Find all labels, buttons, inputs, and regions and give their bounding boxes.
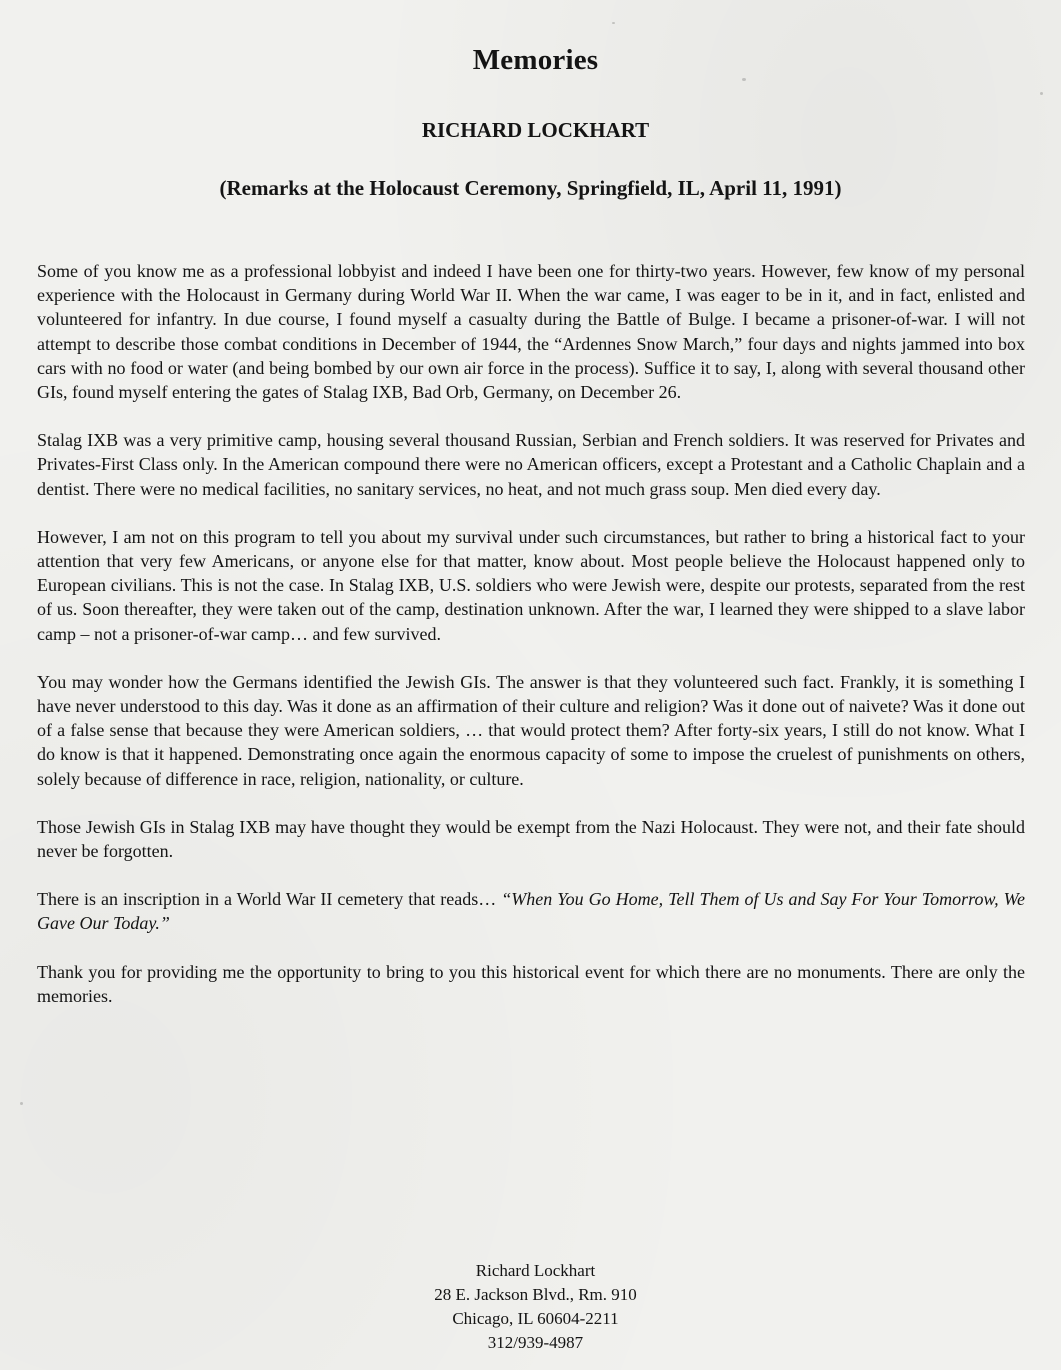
document-subtitle: (Remarks at the Holocaust Ceremony, Springfield, IL, April 11, 1991): [219, 176, 842, 200]
scan-speck: [612, 22, 615, 24]
document-title: Memories: [472, 44, 599, 76]
paragraph-4: You may wonder how the Germans identified the Jewish GIs. The answer is that they volunteered such fact. Frankly, it is something I have never understood to this day. Was it done as an affirmation of their culture and religion? Was it done out of naivete? Was it done out of a false sense that because they were American soldiers, … that would protect them? After forty-six years, I still do not know. What I do know is that it happened. Demonstrating once again the enormous capacity of some to impose the cruelest of punishments on others, solely because of difference in race, religion, nationality, or culture.: [37, 671, 1025, 789]
signature-phone: 312/939-4987: [487, 1333, 584, 1352]
inscription-intro: There is an inscription in a World War II cemetery that reads…: [37, 889, 502, 910]
signature-block: [0, 1259, 1061, 1355]
author-name: RICHARD LOCKHART: [421, 118, 650, 142]
scan-speck: [20, 1102, 23, 1105]
paragraph-2: Stalag IXB was a very primitive camp, housing several thousand Russian, Serbian and French soldiers. It was reserved for Privates and Privates-First Class only. In the American compound there were no American officers, except a Protestant and a Catholic Chaplain and a dentist. There were no medical facilities, no sanitary services, no heat, and not much grass soup. Men died every day.: [37, 430, 1025, 499]
signature-name: Richard Lockhart: [475, 1261, 596, 1280]
paragraph-5: Those Jewish GIs in Stalag IXB may have thought they would be exempt from the Nazi Holocaust. They were not, and their fate should never be forgotten.: [37, 816, 1025, 862]
paragraph-closing: Thank you for providing me the opportunity to bring to you this historical event for which there are no monuments. There are only the memories.: [37, 961, 1025, 1006]
scan-speck: [1040, 92, 1043, 95]
document-body: [37, 259, 1025, 1032]
signature-address: 28 E. Jackson Blvd., Rm. 910: [434, 1285, 637, 1304]
signature-city: Chicago, IL 60604-2211: [452, 1309, 619, 1328]
paragraph-1: Some of you know me as a professional lobbyist and indeed I have been one for thirty-two years. However, few know of my personal experience with the Holocaust in Germany during World War II. When the war came, I was eager to be in it, and in fact, enlisted and volunteered for infantry. In due course, I found myself a casualty during the Battle of Bulge. I became a prisoner-of-war. I will not attempt to describe those combat conditions in December of 1944, the “Ardennes Snow March,” four days and nights jammed into box cars with no food or water (and being bombed by our own air force in the process). Suffice it to say, I, along with several thousand other GIs, found myself entering the gates of Stalag IXB, Bad Orb, Germany, on December 26.: [37, 261, 1025, 403]
paragraph-3: However, I am not on this program to tell you about my survival under such circumstances, but rather to bring a historical fact to your attention that very few Americans, or anyone else for that matter, know about. Most people believe the Holocaust happened only to European civilians. This is not the case. In Stalag IXB, U.S. soldiers who were Jewish were, despite our protests, separated from the rest of us. Soon thereafter, they were taken out of the camp, destination unknown. After the war, I learned they were shipped to a slave labor camp – not a prisoner-of-war camp… and few survived.: [37, 526, 1025, 644]
paragraph-inscription: [37, 887, 1025, 935]
scan-speck: [742, 78, 746, 81]
inscription-quote: “When You Go Home, Tell Them of Us and Say For Your Tomorrow, We Gave Our Today.”: [37, 889, 1025, 934]
